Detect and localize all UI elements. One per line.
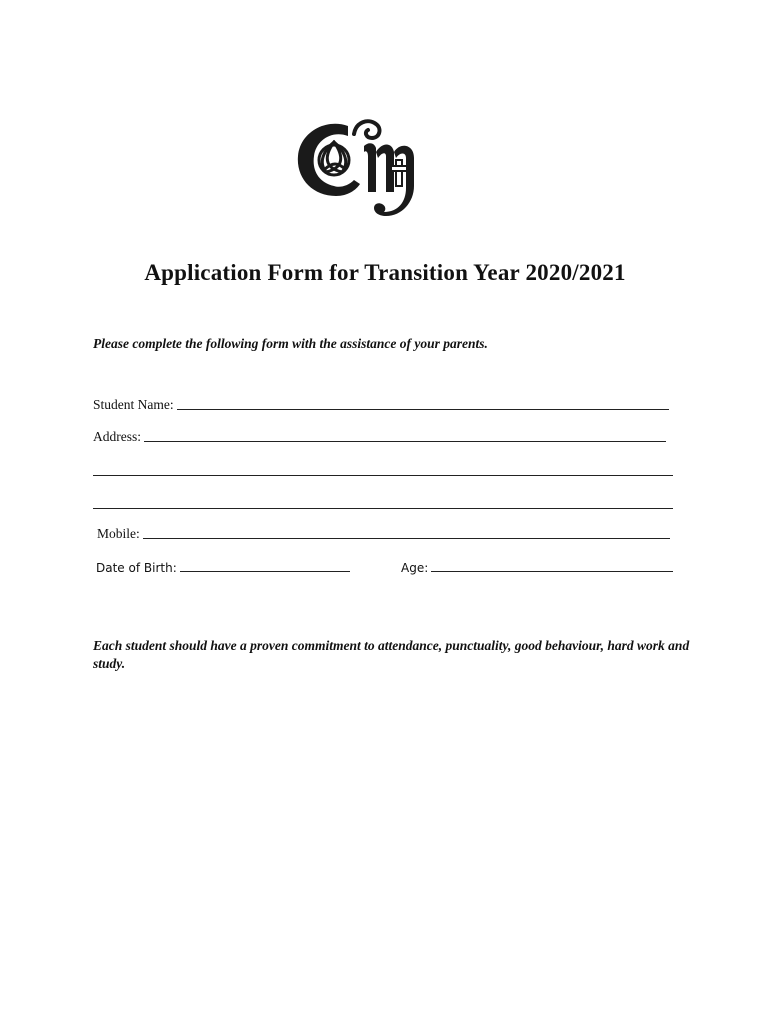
cm-monogram-icon <box>290 112 440 224</box>
dob-label: Date of Birth: <box>96 561 177 575</box>
mobile-field[interactable] <box>97 526 670 542</box>
address-field[interactable] <box>93 429 666 445</box>
age-field[interactable] <box>401 561 673 575</box>
student-name-field[interactable] <box>93 397 669 413</box>
mobile-label: Mobile: <box>97 526 140 541</box>
address-input-line-3[interactable] <box>93 507 673 509</box>
dob-field[interactable] <box>96 561 350 575</box>
address-input-line-1[interactable] <box>144 440 666 442</box>
age-label: Age: <box>401 561 429 575</box>
commitment-note: Each student should have a proven commitment to attendance, punctuality, good behaviour, hard work and study. <box>93 638 690 671</box>
address-label: Address: <box>93 429 141 444</box>
student-name-label: Student Name: <box>93 397 174 412</box>
mobile-input-line[interactable] <box>143 537 670 539</box>
form-instruction: Please complete the following form with the assistance of your parents. <box>93 336 488 351</box>
student-name-input-line[interactable] <box>177 408 669 410</box>
school-logo <box>290 112 440 224</box>
form-title: Application Form for Transition Year 2020/2021 <box>144 260 626 285</box>
address-input-line-2[interactable] <box>93 474 673 476</box>
age-input-line[interactable] <box>431 570 673 572</box>
dob-input-line[interactable] <box>180 570 350 572</box>
